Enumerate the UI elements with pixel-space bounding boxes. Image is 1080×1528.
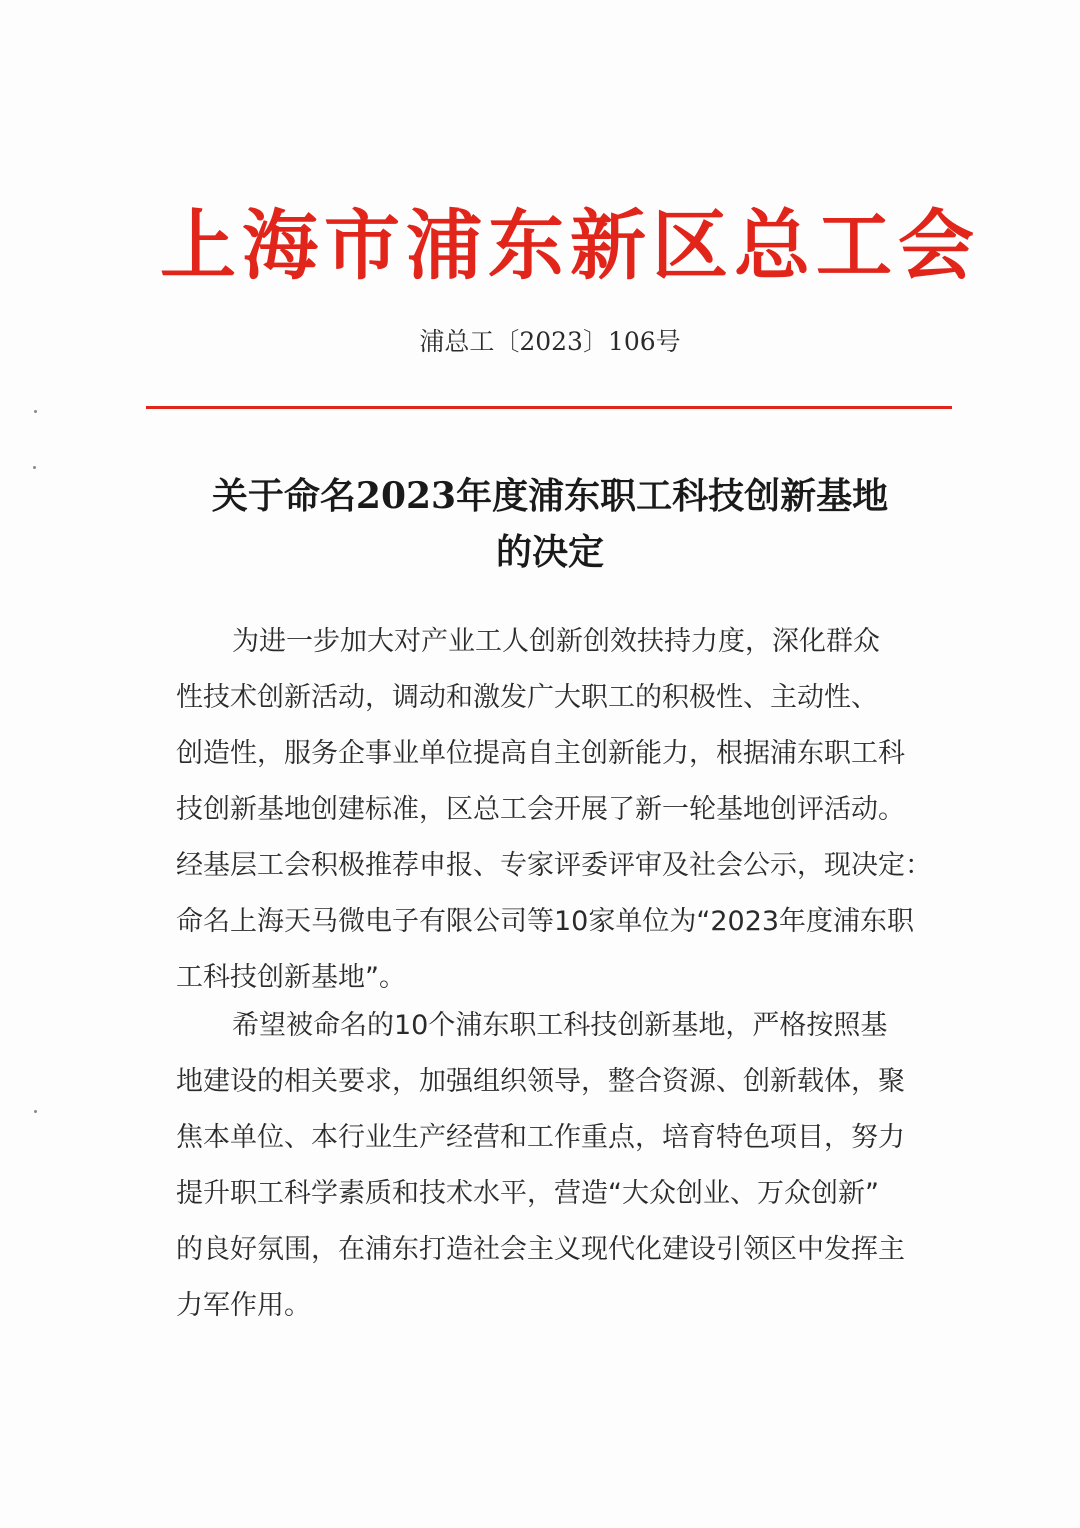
paragraph-1-line: 命名上海天马微电子有限公司等10家单位为“2023年度浦东职 [176, 906, 915, 937]
body-paragraph-1 [176, 614, 936, 1006]
paragraph-1-line: 工科技创新基地”。 [176, 962, 406, 993]
paragraph-1-line: 性技术创新活动，调动和激发广大职工的积极性、主动性、 [176, 682, 878, 713]
paragraph-1-line: 技创新基地创建标准，区总工会开展了新一轮基地创评活动。 [176, 794, 905, 825]
title-line-1: 关于命名2023年度浦东职工科技创新基地 [211, 475, 889, 517]
scan-speck [34, 410, 37, 413]
organization-header: 上海市浦东新区总工会 [160, 201, 980, 290]
paragraph-1-line: 为进一步加大对产业工人创新创效扶持力度，深化群众 [232, 626, 880, 657]
red-divider-line [146, 406, 952, 409]
paragraph-2-line: 地建设的相关要求，加强组织领导，整合资源、创新载体，聚 [176, 1066, 905, 1097]
scan-speck [34, 1110, 37, 1113]
title-line-2: 的决定 [495, 531, 604, 573]
scan-speck [33, 466, 36, 469]
paragraph-2-line: 力军作用。 [176, 1290, 311, 1321]
document-number: 浦总工〔2023〕106号 [419, 327, 681, 356]
paragraph-2-line: 的良好氛围，在浦东打造社会主义现代化建设引领区中发挥主 [176, 1234, 905, 1265]
paragraph-2-line: 焦本单位、本行业生产经营和工作重点，培育特色项目，努力 [176, 1122, 905, 1153]
document-title [130, 468, 970, 580]
paragraph-1-line: 创造性，服务企事业单位提高自主创新能力，根据浦东职工科 [176, 738, 905, 769]
body-paragraph-2 [176, 998, 936, 1334]
paragraph-2-line: 希望被命名的10个浦东职工科技创新基地，严格按照基 [232, 1010, 888, 1041]
paragraph-1-line: 经基层工会积极推荐申报、专家评委评审及社会公示，现决定： [176, 850, 932, 881]
paragraph-2-line: 提升职工科学素质和技术水平，营造“大众创业、万众创新” [176, 1178, 879, 1209]
